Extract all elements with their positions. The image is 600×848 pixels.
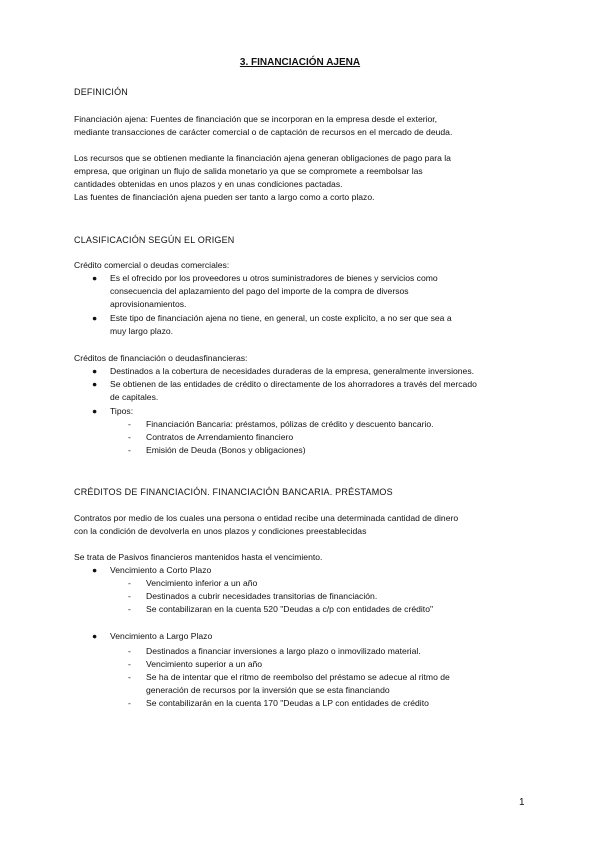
- text-line: Vencimiento inferior a un año: [146, 578, 258, 588]
- text-line: Se ha de intentar que el ritmo de reembolso del préstamo se adecue al ritmo de: [146, 672, 450, 682]
- dash-marker: -: [128, 445, 131, 455]
- section-heading-definicion: DEFINICIÓN: [74, 87, 129, 97]
- dash-marker: -: [128, 659, 131, 669]
- sub-list-item: [128, 603, 434, 616]
- text-line: Este tipo de financiación ajena no tiene, en general, un coste explicito, a no ser que sea a: [110, 313, 452, 323]
- definicion-paragraph-1: [74, 113, 534, 139]
- text-line: Tipos:: [110, 406, 134, 416]
- sub-list-item: [128, 444, 306, 457]
- sub-list-item: [128, 671, 450, 697]
- dash-marker: -: [128, 672, 131, 682]
- sub-list-item: [128, 418, 434, 431]
- dash-marker: -: [128, 698, 131, 708]
- text-line: de capitales.: [110, 392, 159, 402]
- text-line: Se obtienen de las entidades de crédito o directamente de los ahorradores a través del mercado: [110, 379, 477, 389]
- sub-list-item: [128, 658, 263, 671]
- list-item: [92, 405, 134, 418]
- section-heading-creditos: CRÉDITOS DE FINANCIACIÓN. FINANCIACIÓN BANCARIA. PRÉSTAMOS: [74, 487, 393, 497]
- text-line: Destinados a la cobertura de necesidades duraderas de la empresa, generalmente inversiones.: [110, 366, 475, 376]
- text-line: Destinados a financiar inversiones a largo plazo o inmovilizado material.: [146, 646, 421, 656]
- text-line: Se contabilizarán en la cuenta 170 "Deudas a LP con entidades de crédito: [146, 698, 429, 708]
- dash-marker: -: [128, 419, 131, 429]
- creditos-financiacion-label: Créditos de financiación o deudasfinancieras:: [74, 353, 248, 363]
- text-line: Vencimiento superior a un año: [146, 659, 263, 669]
- dash-marker: -: [128, 646, 131, 656]
- text-line: Contratos por medio de los cuales una persona o entidad recibe una determinada cantidad de dinero: [74, 513, 459, 523]
- list-item: [92, 272, 438, 311]
- text-line: Se contabilizaran en la cuenta 520 "Deudas a c/p con entidades de crédito": [146, 604, 434, 614]
- text-line: Financiación ajena: Fuentes de financiación que se incorporan en la empresa desde el exterior,: [74, 114, 438, 124]
- creditos-paragraph-1: [74, 512, 534, 538]
- text-line: Destinados a cubrir necesidades transitorias de financiación.: [146, 591, 378, 601]
- text-line: Emisión de Deuda (Bonos y obligaciones): [146, 445, 306, 455]
- list-item: [92, 365, 475, 378]
- sub-list-item: [128, 577, 258, 590]
- text-line: cantidades obtenidas en unos plazos y en unas condiciones pactadas.: [74, 179, 343, 189]
- dash-marker: -: [128, 432, 131, 442]
- text-line: Vencimiento a Corto Plazo: [110, 565, 212, 575]
- text-line: Los recursos que se obtienen mediante la financiación ajena generan obligaciones de pago para la: [74, 153, 451, 163]
- credito-comercial-label: Crédito comercial o deudas comerciales:: [74, 260, 230, 270]
- creditos-paragraph-2: Se trata de Pasivos financieros mantenidos hasta el vencimiento.: [74, 552, 323, 562]
- bullet-marker: ●: [92, 366, 98, 376]
- bullet-marker: ●: [92, 631, 98, 641]
- text-line: generación de recursos por la inversión que se esta financiando: [146, 685, 390, 695]
- text-line: muy largo plazo.: [110, 326, 174, 336]
- text-line: Contratos de Arrendamiento financiero: [146, 432, 294, 442]
- sub-list-item: [128, 590, 378, 603]
- dash-marker: -: [128, 604, 131, 614]
- section-heading-clasificacion: CLASIFICACIÓN SEGÚN EL ORIGEN: [74, 235, 235, 245]
- list-item: [92, 378, 477, 404]
- bullet-marker: ●: [92, 273, 98, 283]
- text-line: mediante transacciones de carácter comercial o de captación de recursos en el mercado de deuda.: [74, 127, 453, 137]
- text-line: aprovisionamientos.: [110, 299, 187, 309]
- list-item-largo-plazo: [92, 630, 213, 643]
- text-line: Es el ofrecido por los proveedores u otros suministradores de bienes y servicios como: [110, 273, 438, 283]
- text-line: Vencimiento a Largo Plazo: [110, 631, 213, 641]
- text-line: con la condición de devolverla en unos plazos y condiciones preestablecidas: [74, 526, 367, 536]
- page-number: 1: [519, 797, 525, 808]
- text-line: empresa, que originan un flujo de salida monetario ya que se compromete a reembolsar las: [74, 166, 423, 176]
- sub-list-item: [128, 697, 429, 710]
- definicion-paragraph-2: [74, 152, 534, 204]
- bullet-marker: ●: [92, 406, 98, 416]
- list-item: [92, 312, 452, 338]
- dash-marker: -: [128, 591, 131, 601]
- bullet-marker: ●: [92, 313, 98, 323]
- text-line: Financiación Bancaria: préstamos, pólizas de crédito y descuento bancario.: [146, 419, 434, 429]
- bullet-marker: ●: [92, 379, 98, 389]
- sub-list-item: [128, 431, 294, 444]
- list-item-corto-plazo: [92, 564, 212, 577]
- text-line: Las fuentes de financiación ajena pueden ser tanto a largo como a corto plazo.: [74, 192, 375, 202]
- text-line: consecuencia del aplazamiento del pago del importe de la compra de diversos: [110, 286, 409, 296]
- sub-list-item: [128, 645, 421, 658]
- dash-marker: -: [128, 578, 131, 588]
- page-title: 3. FINANCIACIÓN AJENA: [239, 57, 361, 68]
- bullet-marker: ●: [92, 565, 98, 575]
